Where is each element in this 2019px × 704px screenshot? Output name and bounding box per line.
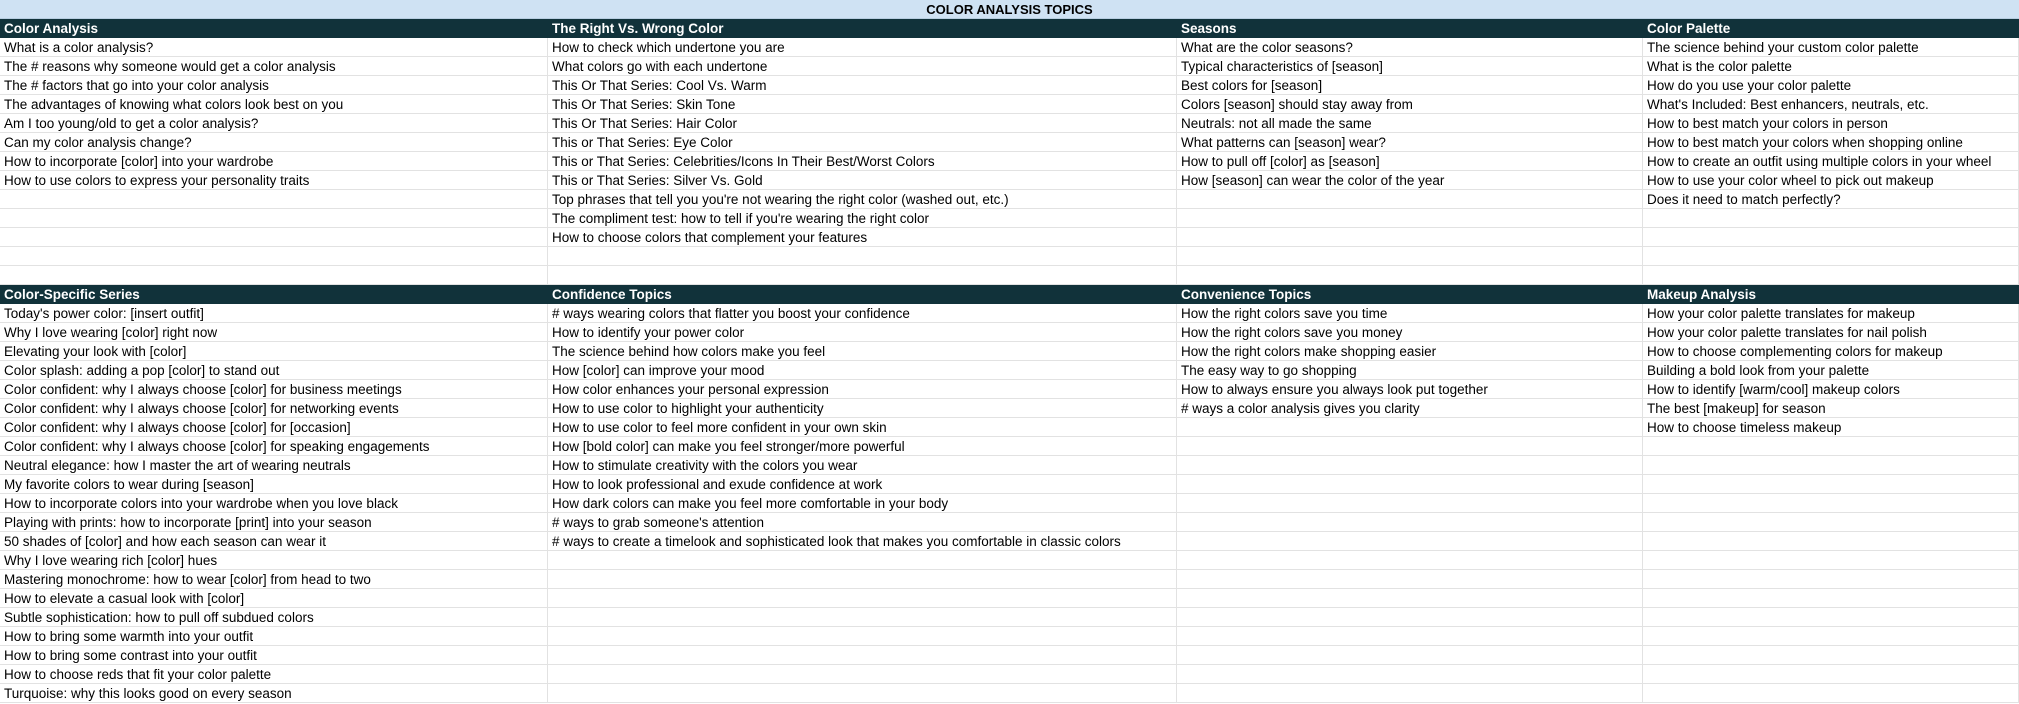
- table-cell[interactable]: [1643, 494, 2019, 513]
- table-row: [0, 494, 2019, 513]
- table-cell[interactable]: Why I love wearing rich [color] hues: [0, 551, 548, 570]
- table-cell[interactable]: [548, 665, 1177, 684]
- table-row: [0, 589, 2019, 608]
- table-cell[interactable]: How to always ensure you always look put together: [1177, 380, 1643, 399]
- table-cell[interactable]: [1177, 247, 1643, 266]
- table-row: [0, 665, 2019, 684]
- table-cell[interactable]: The easy way to go shopping: [1177, 361, 1643, 380]
- table-cell[interactable]: The science behind how colors make you feel: [548, 342, 1177, 361]
- table-cell[interactable]: What are the color seasons?: [1177, 38, 1643, 57]
- table-cell[interactable]: How to bring some warmth into your outfit: [0, 627, 548, 646]
- table-cell[interactable]: Color splash: adding a pop [color] to stand out: [0, 361, 548, 380]
- table-cell[interactable]: Color confident: why I always choose [color] for business meetings: [0, 380, 548, 399]
- table-cell[interactable]: This or That Series: Silver Vs. Gold: [548, 171, 1177, 190]
- table-row: [0, 532, 2019, 551]
- table-cell[interactable]: [1643, 665, 2019, 684]
- table-cell[interactable]: How to pull off [color] as [season]: [1177, 152, 1643, 171]
- table-cell[interactable]: [1177, 494, 1643, 513]
- table-cell[interactable]: [1643, 228, 2019, 247]
- table-cell[interactable]: How [bold color] can make you feel stronger/more powerful: [548, 437, 1177, 456]
- table-cell[interactable]: How to check which undertone you are: [548, 38, 1177, 57]
- table-cell[interactable]: [1643, 209, 2019, 228]
- table-cell[interactable]: Can my color analysis change?: [0, 133, 548, 152]
- table-cell[interactable]: What colors go with each undertone: [548, 57, 1177, 76]
- table-cell[interactable]: # ways a color analysis gives you clarity: [1177, 399, 1643, 418]
- table-cell[interactable]: [0, 209, 548, 228]
- table-cell[interactable]: How to identify your power color: [548, 323, 1177, 342]
- table-cell[interactable]: [1177, 646, 1643, 665]
- table-cell[interactable]: How to incorporate colors into your wardrobe when you love black: [0, 494, 548, 513]
- table-cell[interactable]: The # reasons why someone would get a color analysis: [0, 57, 548, 76]
- table-cell[interactable]: The best [makeup] for season: [1643, 399, 2019, 418]
- table-cell[interactable]: How dark colors can make you feel more comfortable in your body: [548, 494, 1177, 513]
- section-header-row: [0, 285, 2019, 304]
- table-row: [0, 266, 2019, 285]
- table-cell[interactable]: # ways to grab someone's attention: [548, 513, 1177, 532]
- table-cell[interactable]: [1177, 228, 1643, 247]
- table-row: [0, 76, 2019, 95]
- table-cell[interactable]: [1643, 247, 2019, 266]
- table-cell[interactable]: [548, 684, 1177, 703]
- table-cell[interactable]: This or That Series: Eye Color: [548, 133, 1177, 152]
- table-cell[interactable]: [1177, 684, 1643, 703]
- table-cell[interactable]: [1643, 456, 2019, 475]
- table-cell[interactable]: [1643, 589, 2019, 608]
- table-cell[interactable]: How to choose complementing colors for makeup: [1643, 342, 2019, 361]
- table-cell[interactable]: # ways wearing colors that flatter you boost your confidence: [548, 304, 1177, 323]
- column-header-cell[interactable]: Convenience Topics: [1177, 285, 1643, 304]
- table-cell[interactable]: Mastering monochrome: how to wear [color] from head to two: [0, 570, 548, 589]
- table-row: [0, 38, 2019, 57]
- table-cell[interactable]: How to look professional and exude confidence at work: [548, 475, 1177, 494]
- table-cell[interactable]: How the right colors make shopping easier: [1177, 342, 1643, 361]
- table-cell[interactable]: Turquoise: why this looks good on every season: [0, 684, 548, 703]
- table-cell[interactable]: The science behind your custom color palette: [1643, 38, 2019, 57]
- table-cell[interactable]: [1643, 551, 2019, 570]
- table-row: [0, 399, 2019, 418]
- table-cell[interactable]: How your color palette translates for makeup: [1643, 304, 2019, 323]
- table-cell[interactable]: [1643, 608, 2019, 627]
- table-cell[interactable]: [548, 608, 1177, 627]
- table-cell[interactable]: Does it need to match perfectly?: [1643, 190, 2019, 209]
- table-cell[interactable]: [1177, 418, 1643, 437]
- table-row: [0, 437, 2019, 456]
- table-cell[interactable]: This or That Series: Celebrities/Icons In Their Best/Worst Colors: [548, 152, 1177, 171]
- table-cell[interactable]: How color enhances your personal expression: [548, 380, 1177, 399]
- table-cell[interactable]: How to use color to highlight your authenticity: [548, 399, 1177, 418]
- table-cell[interactable]: [548, 247, 1177, 266]
- table-cell[interactable]: [0, 228, 548, 247]
- table-cell[interactable]: What's Included: Best enhancers, neutrals, etc.: [1643, 95, 2019, 114]
- column-header-cell[interactable]: Color-Specific Series: [0, 285, 548, 304]
- table-cell[interactable]: How to choose reds that fit your color palette: [0, 665, 548, 684]
- table-cell[interactable]: How the right colors save you time: [1177, 304, 1643, 323]
- table-cell[interactable]: This Or That Series: Cool Vs. Warm: [548, 76, 1177, 95]
- table-cell[interactable]: How to bring some contrast into your outfit: [0, 646, 548, 665]
- table-row: [0, 57, 2019, 76]
- column-header-cell[interactable]: Makeup Analysis: [1643, 285, 2019, 304]
- table-row: [0, 228, 2019, 247]
- table-cell[interactable]: # ways to create a timelook and sophisticated look that makes you comfortable in classic colors: [548, 532, 1177, 551]
- table-cell[interactable]: [548, 266, 1177, 285]
- column-header-cell[interactable]: The Right Vs. Wrong Color: [548, 19, 1177, 38]
- table-cell[interactable]: How to elevate a casual look with [color]: [0, 589, 548, 608]
- table-cell[interactable]: How to stimulate creativity with the colors you wear: [548, 456, 1177, 475]
- column-header-cell[interactable]: Color Analysis: [0, 19, 548, 38]
- table-cell[interactable]: This Or That Series: Hair Color: [548, 114, 1177, 133]
- table-cell[interactable]: [1177, 437, 1643, 456]
- column-header-cell[interactable]: Seasons: [1177, 19, 1643, 38]
- table-cell[interactable]: How do you use your color palette: [1643, 76, 2019, 95]
- table-cell[interactable]: [1643, 532, 2019, 551]
- table-cell[interactable]: [548, 551, 1177, 570]
- table-cell[interactable]: Top phrases that tell you you're not wearing the right color (washed out, etc.): [548, 190, 1177, 209]
- table-cell[interactable]: What patterns can [season] wear?: [1177, 133, 1643, 152]
- table-cell[interactable]: [1177, 665, 1643, 684]
- table-cell[interactable]: [1177, 475, 1643, 494]
- table-row: [0, 133, 2019, 152]
- table-cell[interactable]: [1643, 646, 2019, 665]
- table-cell[interactable]: [548, 570, 1177, 589]
- table-cell[interactable]: 50 shades of [color] and how each season can wear it: [0, 532, 548, 551]
- table-cell[interactable]: [1643, 570, 2019, 589]
- table-row: [0, 475, 2019, 494]
- table-cell[interactable]: [1643, 684, 2019, 703]
- table-cell[interactable]: How your color palette translates for nail polish: [1643, 323, 2019, 342]
- table-cell[interactable]: [1177, 456, 1643, 475]
- table-cell[interactable]: [1643, 437, 2019, 456]
- table-row: [0, 247, 2019, 266]
- table-cell[interactable]: The # factors that go into your color analysis: [0, 76, 548, 95]
- table-cell[interactable]: Elevating your look with [color]: [0, 342, 548, 361]
- table-row: [0, 380, 2019, 399]
- table-cell[interactable]: This Or That Series: Skin Tone: [548, 95, 1177, 114]
- table-cell[interactable]: How to use colors to express your personality traits: [0, 171, 548, 190]
- table-cell[interactable]: How to use your color wheel to pick out makeup: [1643, 171, 2019, 190]
- table-cell[interactable]: How to use color to feel more confident in your own skin: [548, 418, 1177, 437]
- table-cell[interactable]: [1177, 532, 1643, 551]
- table-row: [0, 114, 2019, 133]
- table-row: [0, 551, 2019, 570]
- table-cell[interactable]: How to choose colors that complement your features: [548, 228, 1177, 247]
- table-cell[interactable]: How [color] can improve your mood: [548, 361, 1177, 380]
- table-cell[interactable]: How [season] can wear the color of the year: [1177, 171, 1643, 190]
- table-row: [0, 684, 2019, 703]
- table-cell[interactable]: Am I too young/old to get a color analysis?: [0, 114, 548, 133]
- table-cell[interactable]: Playing with prints: how to incorporate [print] into your season: [0, 513, 548, 532]
- table-cell[interactable]: Typical characteristics of [season]: [1177, 57, 1643, 76]
- table-cell[interactable]: My favorite colors to wear during [season]: [0, 475, 548, 494]
- table-cell[interactable]: [1643, 475, 2019, 494]
- table-cell[interactable]: What is the color palette: [1643, 57, 2019, 76]
- table-row: [0, 627, 2019, 646]
- table-cell[interactable]: [1643, 513, 2019, 532]
- table-row: [0, 209, 2019, 228]
- table-cell[interactable]: What is a color analysis?: [0, 38, 548, 57]
- table-cell[interactable]: Colors [season] should stay away from: [1177, 95, 1643, 114]
- table-cell[interactable]: [1177, 570, 1643, 589]
- table-row: [0, 570, 2019, 589]
- table-cell[interactable]: [548, 589, 1177, 608]
- table-cell[interactable]: Building a bold look from your palette: [1643, 361, 2019, 380]
- table-row: [0, 608, 2019, 627]
- table-cell[interactable]: [1177, 190, 1643, 209]
- table-cell[interactable]: [548, 627, 1177, 646]
- table-cell[interactable]: Today's power color: [insert outfit]: [0, 304, 548, 323]
- table-row: [0, 152, 2019, 171]
- table-cell[interactable]: [1177, 551, 1643, 570]
- table-cell[interactable]: Color confident: why I always choose [color] for [occasion]: [0, 418, 548, 437]
- column-header-cell[interactable]: Color Palette: [1643, 19, 2019, 38]
- table-row: [0, 456, 2019, 475]
- table-cell[interactable]: [1643, 627, 2019, 646]
- table-row: [0, 171, 2019, 190]
- table-row: [0, 95, 2019, 114]
- column-header-cell[interactable]: Confidence Topics: [548, 285, 1177, 304]
- table-cell[interactable]: [1177, 209, 1643, 228]
- table-cell[interactable]: [1177, 513, 1643, 532]
- table-cell[interactable]: [0, 247, 548, 266]
- table-cell[interactable]: How to choose timeless makeup: [1643, 418, 2019, 437]
- table-cell[interactable]: [0, 190, 548, 209]
- sheet-title[interactable]: COLOR ANALYSIS TOPICS: [0, 0, 2019, 19]
- table-cell[interactable]: How to identify [warm/cool] makeup colors: [1643, 380, 2019, 399]
- table-row: [0, 646, 2019, 665]
- table-cell[interactable]: Subtle sophistication: how to pull off subdued colors: [0, 608, 548, 627]
- table-row: [0, 304, 2019, 323]
- table-cell[interactable]: [0, 266, 548, 285]
- table-cell[interactable]: How to incorporate [color] into your wardrobe: [0, 152, 548, 171]
- table-row: [0, 190, 2019, 209]
- table-cell[interactable]: Color confident: why I always choose [color] for networking events: [0, 399, 548, 418]
- table-cell[interactable]: [1177, 627, 1643, 646]
- table-cell[interactable]: [1177, 589, 1643, 608]
- table-row: [0, 342, 2019, 361]
- table-cell[interactable]: Neutrals: not all made the same: [1177, 114, 1643, 133]
- table-cell[interactable]: How the right colors save you money: [1177, 323, 1643, 342]
- table-row: [0, 513, 2019, 532]
- table-cell[interactable]: Color confident: why I always choose [color] for speaking engagements: [0, 437, 548, 456]
- table-cell[interactable]: [1177, 266, 1643, 285]
- table-cell[interactable]: How to create an outfit using multiple colors in your wheel: [1643, 152, 2019, 171]
- table-cell[interactable]: [1643, 266, 2019, 285]
- table-cell[interactable]: How to best match your colors when shopping online: [1643, 133, 2019, 152]
- table-cell[interactable]: Best colors for [season]: [1177, 76, 1643, 95]
- table-cell[interactable]: How to best match your colors in person: [1643, 114, 2019, 133]
- table-cell[interactable]: The compliment test: how to tell if you're wearing the right color: [548, 209, 1177, 228]
- table-cell[interactable]: The advantages of knowing what colors look best on you: [0, 95, 548, 114]
- table-cell[interactable]: [1177, 608, 1643, 627]
- table-row: [0, 323, 2019, 342]
- table-row: [0, 418, 2019, 437]
- section-header-row: [0, 19, 2019, 38]
- table-cell[interactable]: Why I love wearing [color] right now: [0, 323, 548, 342]
- table-cell[interactable]: Neutral elegance: how I master the art of wearing neutrals: [0, 456, 548, 475]
- table-cell[interactable]: [548, 646, 1177, 665]
- table-row: [0, 361, 2019, 380]
